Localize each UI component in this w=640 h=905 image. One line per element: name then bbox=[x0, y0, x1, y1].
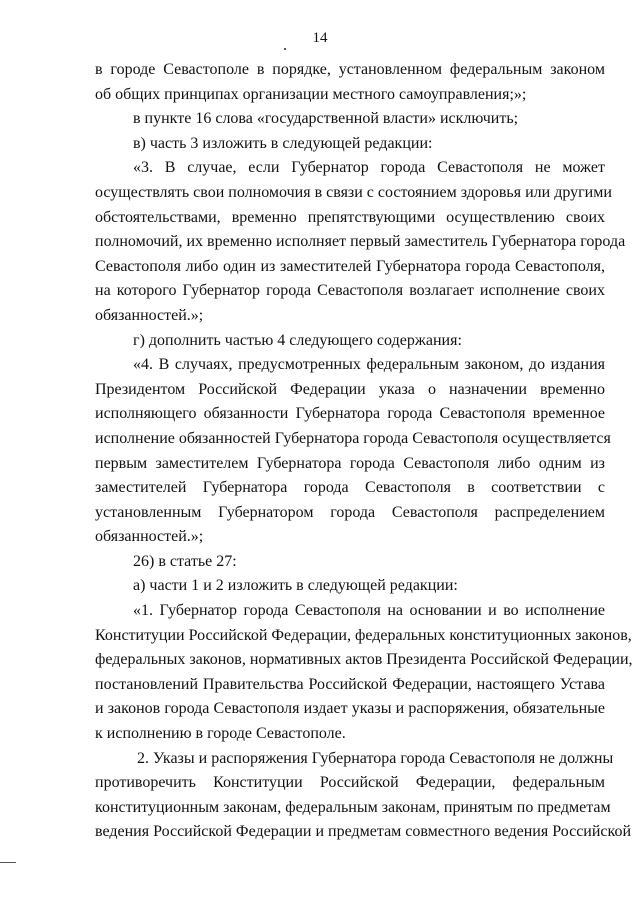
text-line: федеральных законов, нормативных актов Президента Российской Федерации, bbox=[95, 651, 633, 669]
text-line: Президентом Российской Федерации указа о назначении временно bbox=[95, 380, 605, 398]
text-line: в пункте 16 слова «государственной власти» исключить; bbox=[133, 110, 519, 128]
text-line: в) часть 3 изложить в следующей редакции: bbox=[133, 134, 433, 152]
text-line: г) дополнить частью 4 следующего содержания: bbox=[133, 331, 462, 349]
text-line: постановлений Правительства Российской Федерации, настоящего Устава bbox=[95, 675, 605, 693]
scan-line bbox=[0, 862, 16, 863]
text-line: противоречить Конституции Российской Федерации, федеральным bbox=[95, 774, 605, 792]
text-line: исполнение обязанностей Губернатора города Севастополя осуществляется bbox=[95, 429, 611, 447]
document-body bbox=[95, 58, 633, 845]
text-line: заместителей Губернатора города Севастополя в соответствии с bbox=[95, 479, 605, 497]
text-line: полномочий, их временно исполняет первый заместитель Губернатора города bbox=[95, 233, 626, 251]
text-line: исполняющего обязанности Губернатора города Севастополя временное bbox=[95, 405, 605, 423]
text-line: осуществлять свои полномочия в связи с состоянием здоровья или другими bbox=[95, 183, 612, 201]
text-line: первым заместителем Губернатора города Севастополя либо одним из bbox=[95, 454, 605, 472]
text-line: 26) в статье 27: bbox=[133, 552, 237, 570]
text-line: ведения Российской Федерации и предметам совместного ведения Российской bbox=[95, 823, 632, 841]
text-line: об общих принципах организации местного самоуправления;»; bbox=[95, 85, 527, 103]
text-line: «1. Губернатор города Севастополя на основании и во исполнение bbox=[133, 602, 605, 620]
page-number: 14 bbox=[312, 30, 328, 46]
text-line: обстоятельствами, временно препятствующими осуществлению своих bbox=[95, 208, 605, 226]
text-line: конституционным законам, федеральным законам, принятым по предметам bbox=[95, 798, 611, 816]
text-line: «4. В случаях, предусмотренных федеральным законом, до издания bbox=[133, 356, 605, 374]
scan-speck bbox=[284, 48, 286, 50]
text-line: а) части 1 и 2 изложить в следующей редакции: bbox=[133, 577, 458, 595]
text-line: Севастополя либо один из заместителей Губернатора города Севастополя, bbox=[95, 257, 605, 275]
text-line: Конституции Российской Федерации, федеральных конституционных законов, bbox=[95, 626, 632, 644]
text-line: обязанностей.»; bbox=[95, 528, 204, 546]
text-line: и законов города Севастополя издает указы и распоряжения, обязательные bbox=[95, 700, 605, 718]
text-line: на которого Губернатор города Севастополя возлагает исполнение своих bbox=[95, 282, 605, 300]
text-line: в городе Севастополе в порядке, установленном федеральным законом bbox=[95, 61, 605, 78]
text-line: обязанностей.»; bbox=[95, 306, 204, 324]
text-line: 2. Указы и распоряжения Губернатора города Севастополя не должны bbox=[137, 749, 614, 767]
text-line: установленным Губернатором города Севастополя распределением bbox=[95, 503, 605, 521]
text-line: «3. В случае, если Губернатор города Севастополя не может bbox=[133, 159, 605, 177]
text-line: к исполнению в городе Севастополе. bbox=[95, 725, 346, 743]
